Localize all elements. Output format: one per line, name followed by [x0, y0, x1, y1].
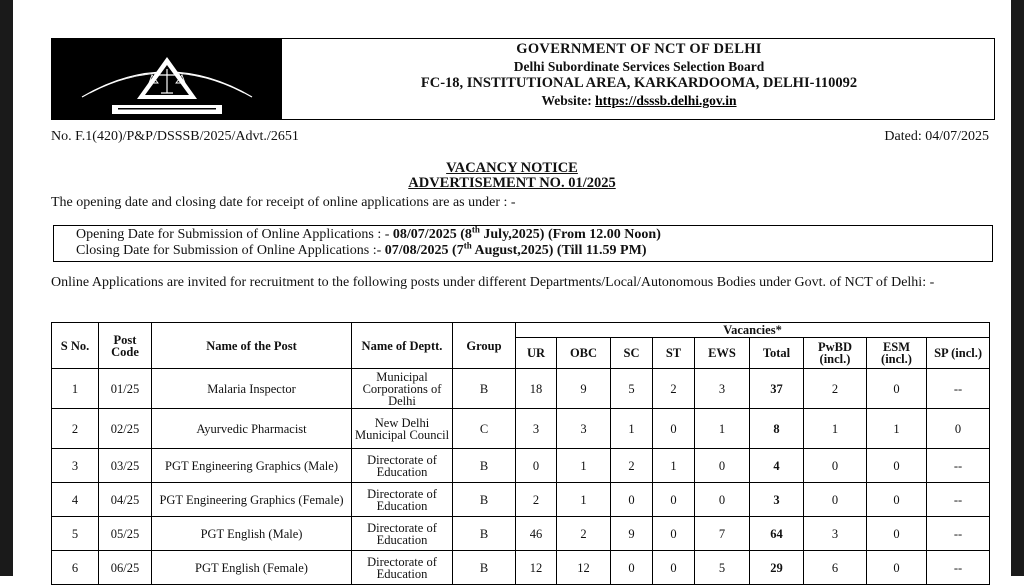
- cell-ur: 46: [516, 517, 557, 551]
- dates-box: [53, 225, 993, 262]
- table-row: [52, 517, 990, 551]
- header-obc: OBC: [557, 338, 611, 369]
- cell-ews: 3: [695, 369, 750, 409]
- cell-pwbd: 6: [804, 551, 867, 585]
- cell-sp: --: [927, 517, 990, 551]
- cell-sc: 9: [611, 517, 653, 551]
- cell-deptt: Directorate of Education: [352, 483, 453, 517]
- cell-st: 0: [653, 409, 695, 449]
- cell-sno: 6: [52, 551, 99, 585]
- cell-post: Malaria Inspector: [152, 369, 352, 409]
- cell-obc: 1: [557, 483, 611, 517]
- cell-post: PGT Engineering Graphics (Female): [152, 483, 352, 517]
- header-sc: SC: [611, 338, 653, 369]
- invitation-paragraph: Online Applications are invited for recruitment to the following posts under different Departments/Local/Autonomous Bodies under Govt. of NCT of Delhi: -: [51, 275, 935, 290]
- header-sno: S No.: [52, 323, 99, 369]
- cell-sno: 2: [52, 409, 99, 449]
- cell-total: 4: [750, 449, 804, 483]
- scales-emblem-icon: [52, 39, 282, 119]
- table-row: [52, 369, 990, 409]
- cell-deptt: Directorate of Education: [352, 551, 453, 585]
- cell-obc: 3: [557, 409, 611, 449]
- closing-label: Closing Date for Submission of Online Applications :-: [76, 243, 385, 258]
- cell-esm: 1: [867, 409, 927, 449]
- cell-post: Ayurvedic Pharmacist: [152, 409, 352, 449]
- cell-sp: --: [927, 449, 990, 483]
- cell-pwbd: 2: [804, 369, 867, 409]
- cell-sno: 1: [52, 369, 99, 409]
- cell-esm: 0: [867, 551, 927, 585]
- cell-code: 03/25: [99, 449, 152, 483]
- cell-ews: 7: [695, 517, 750, 551]
- opening-date-row: [76, 224, 661, 243]
- board-address: FC-18, INSTITUTIONAL AREA, KARKARDOOMA, DELHI-110092: [420, 75, 858, 91]
- cell-group: B: [453, 517, 516, 551]
- cell-deptt: New Delhi Municipal Council: [352, 409, 453, 449]
- cell-ews: 0: [695, 483, 750, 517]
- vacancy-table: [51, 322, 990, 585]
- cell-obc: 9: [557, 369, 611, 409]
- cell-total: 64: [750, 517, 804, 551]
- govt-title: GOVERNMENT OF NCT OF DELHI: [516, 41, 762, 57]
- cell-post: PGT English (Female): [152, 551, 352, 585]
- cell-sp: 0: [927, 409, 990, 449]
- cell-total: 37: [750, 369, 804, 409]
- cell-deptt: Directorate of Education: [352, 449, 453, 483]
- cell-post: PGT Engineering Graphics (Male): [152, 449, 352, 483]
- right-dark-margin: [1011, 0, 1024, 576]
- cell-st: 1: [653, 449, 695, 483]
- header-sp: SP (incl.): [927, 338, 990, 369]
- website-label: Website:: [541, 93, 596, 108]
- cell-ews: 1: [695, 409, 750, 449]
- cell-pwbd: 1: [804, 409, 867, 449]
- cell-sc: 5: [611, 369, 653, 409]
- cell-sno: 3: [52, 449, 99, 483]
- cell-group: B: [453, 449, 516, 483]
- cell-sp: --: [927, 483, 990, 517]
- cell-sno: 5: [52, 517, 99, 551]
- advertisement-number: ADVERTISEMENT NO. 01/2025: [408, 175, 616, 191]
- cell-total: 8: [750, 409, 804, 449]
- cell-esm: 0: [867, 483, 927, 517]
- letterhead-text: [284, 41, 994, 109]
- cell-obc: 2: [557, 517, 611, 551]
- cell-ur: 18: [516, 369, 557, 409]
- cell-sp: --: [927, 551, 990, 585]
- cell-sp: --: [927, 369, 990, 409]
- reference-number: No. F.1(420)/P&P/DSSSB/2025/Advt./2651: [51, 129, 299, 144]
- cell-sc: 1: [611, 409, 653, 449]
- header-vacancies: Vacancies*: [516, 323, 990, 338]
- cell-total: 3: [750, 483, 804, 517]
- opening-date: 08/07/2025 (8: [392, 227, 472, 242]
- cell-sno: 4: [52, 483, 99, 517]
- closing-date-row: [76, 240, 647, 259]
- cell-ews: 5: [695, 551, 750, 585]
- header-ur: UR: [516, 338, 557, 369]
- cell-esm: 0: [867, 449, 927, 483]
- cell-ur: 2: [516, 483, 557, 517]
- cell-code: 02/25: [99, 409, 152, 449]
- header-total: Total: [750, 338, 804, 369]
- header-group: Group: [453, 323, 516, 369]
- website-line: [284, 92, 994, 109]
- cell-esm: 0: [867, 517, 927, 551]
- opening-sup: th: [471, 224, 480, 235]
- cell-code: 04/25: [99, 483, 152, 517]
- cell-group: B: [453, 551, 516, 585]
- cell-deptt: Municipal Corporations of Delhi: [352, 369, 453, 409]
- cell-sc: 2: [611, 449, 653, 483]
- header-esm: ESM (incl.): [867, 338, 927, 369]
- cell-obc: 1: [557, 449, 611, 483]
- cell-total: 29: [750, 551, 804, 585]
- cell-st: 2: [653, 369, 695, 409]
- cell-group: B: [453, 483, 516, 517]
- cell-code: 05/25: [99, 517, 152, 551]
- letterhead: [51, 38, 995, 120]
- notice-title: VACANCY NOTICE: [446, 160, 578, 176]
- intro-text: The opening date and closing date for receipt of online applications are as under : -: [51, 195, 516, 210]
- issue-date: Dated: 04/07/2025: [884, 129, 989, 144]
- cell-ur: 0: [516, 449, 557, 483]
- table-row: [52, 409, 990, 449]
- cell-code: 06/25: [99, 551, 152, 585]
- opening-label: Opening Date for Submission of Online Applications : -: [76, 227, 393, 242]
- document-page: [13, 0, 1011, 581]
- cell-pwbd: 0: [804, 449, 867, 483]
- cell-sc: 0: [611, 551, 653, 585]
- dsssb-logo: [52, 39, 282, 119]
- header-st: ST: [653, 338, 695, 369]
- cell-esm: 0: [867, 369, 927, 409]
- website-link[interactable]: https://dsssb.delhi.gov.in: [595, 93, 737, 108]
- cell-code: 01/25: [99, 369, 152, 409]
- left-dark-margin: [0, 0, 13, 576]
- header-deptt: Name of Deptt.: [352, 323, 453, 369]
- table-row: [52, 449, 990, 483]
- cell-obc: 12: [557, 551, 611, 585]
- cell-group: C: [453, 409, 516, 449]
- table-row: [52, 483, 990, 517]
- closing-rest: August,2025) (Till 11.59 PM): [471, 243, 647, 258]
- cell-st: 0: [653, 517, 695, 551]
- cell-sc: 0: [611, 483, 653, 517]
- closing-sup: th: [463, 240, 472, 251]
- cell-st: 0: [653, 483, 695, 517]
- header-pwbd: PwBD (incl.): [804, 338, 867, 369]
- closing-date: 07/08/2025 (7: [384, 243, 464, 258]
- cell-group: B: [453, 369, 516, 409]
- cell-ur: 3: [516, 409, 557, 449]
- cell-ews: 0: [695, 449, 750, 483]
- header-post-name: Name of the Post: [152, 323, 352, 369]
- cell-st: 0: [653, 551, 695, 585]
- cell-post: PGT English (Male): [152, 517, 352, 551]
- cell-deptt: Directorate of Education: [352, 517, 453, 551]
- opening-rest: July,2025) (From 12.00 Noon): [479, 227, 661, 242]
- board-name: Delhi Subordinate Services Selection Board: [513, 59, 765, 74]
- cell-pwbd: 3: [804, 517, 867, 551]
- cell-ur: 12: [516, 551, 557, 585]
- table-row: [52, 551, 990, 585]
- header-ews: EWS: [695, 338, 750, 369]
- cell-pwbd: 0: [804, 483, 867, 517]
- header-post-code: Post Code: [99, 323, 152, 369]
